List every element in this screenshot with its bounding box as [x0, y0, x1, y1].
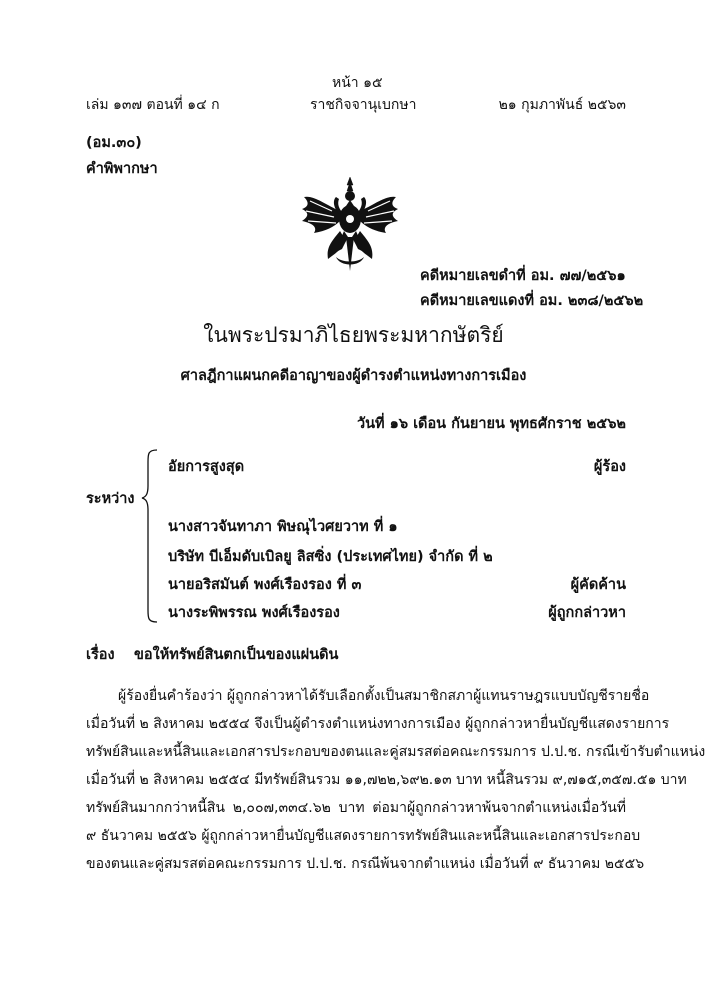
body-line-5: ทรัพย์สินมากกว่าหนี้สิน ๒,๐๐๗,๓๓๔.๖๒ บาท ต่อมาผู้ถูกกล่าวหาพ้นจากตำแหน่งเมื่อวันที่ — [86, 800, 626, 816]
black-case-number: คดีหมายเลขดำที่ อม. ๗๗/๒๕๖๑ — [420, 268, 626, 284]
objector-role: ผู้คัดค้าน — [570, 577, 626, 593]
garuda-emblem-icon — [296, 175, 404, 273]
parties-brace — [140, 448, 160, 624]
court-name: ศาลฎีกาแผนกคดีอาญาของผู้ดำรงตำแหน่งทางการเมือง — [180, 368, 527, 384]
body-line-2: เมื่อวันที่ ๒ สิงหาคม ๒๕๕๔ จึงเป็นผู้ดำรงตำแหน่งทางการเมือง ผู้ถูกกล่าวหายื่นบัญชีแสดงรายการ — [86, 716, 670, 732]
between-label: ระหว่าง — [86, 491, 135, 507]
subject-label: เรื่อง — [86, 647, 115, 663]
petitioner-name: อัยการสูงสุด — [168, 459, 245, 475]
body-line-1: ผู้ร้องยื่นคำร้องว่า ผู้ถูกกล่าวหาได้รับเลือกตั้งเป็นสมาชิกสภาผู้แทนราษฎรแบบบัญชีรายชื่อ — [118, 688, 650, 704]
red-case-number: คดีหมายเลขแดงที่ อม. ๒๓๘/๒๕๖๒ — [420, 293, 644, 309]
subject-text: ขอให้ทรัพย์สินตกเป็นของแผ่นดิน — [134, 647, 339, 663]
gazette-volume: เล่ม ๑๓๗ ตอนที่ ๑๔ ก — [86, 97, 220, 113]
body-line-3: ทรัพย์สินและหนี้สินและเอกสารประกอบของตนและคู่สมรสต่อคณะกรรมการ ป.ป.ช. กรณีเข้ารับตำแหน่ง — [86, 744, 706, 760]
form-code: (อม.๓๐) — [86, 135, 142, 151]
objector-2: บริษัท บีเอ็มดับเบิลยู ลิสซิ่ง (ประเทศไทย) จำกัด ที่ ๒ — [168, 549, 493, 565]
body-line-4: เมื่อวันที่ ๒ สิงหาคม ๒๕๕๔ มีทรัพย์สินรวม ๑๑,๗๒๒,๖๙๒.๑๓ บาท หนี้สินรวม ๙,๗๑๕,๓๕๗.๕๑ บาท — [86, 772, 687, 788]
document-type: คำพิพากษา — [86, 161, 158, 177]
objector-3: นายอริสมันต์ พงศ์เรืองรอง ที่ ๓ — [168, 577, 362, 593]
petitioner-role: ผู้ร้อง — [593, 459, 626, 475]
accused-name: นางระพิพรรณ พงศ์เรืองรอง — [168, 605, 340, 621]
objector-1: นางสาวจันทาภา พิษณุไวศยวาท ที่ ๑ — [168, 519, 398, 535]
royal-title: ในพระปรมาภิไธยพระมหากษัตริย์ — [203, 323, 504, 347]
gazette-date: ๒๑ กุมภาพันธ์ ๒๕๖๓ — [498, 97, 626, 113]
gazette-name: ราชกิจจานุเบกษา — [310, 97, 417, 113]
decision-date: วันที่ ๑๖ เดือน กันยายน พุทธศักราช ๒๕๖๒ — [356, 416, 626, 432]
page-number: หน้า ๑๕ — [332, 75, 383, 91]
accused-role: ผู้ถูกกล่าวหา — [548, 605, 626, 621]
body-line-7: ของตนและคู่สมรสต่อคณะกรรมการ ป.ป.ช. กรณีพ้นจากตำแหน่ง เมื่อวันที่ ๙ ธันวาคม ๒๕๕๖ — [86, 856, 645, 872]
body-line-6: ๙ ธันวาคม ๒๕๕๖ ผู้ถูกกล่าวหายื่นบัญชีแสดงรายการทรัพย์สินและหนี้สินและเอกสารประกอบ — [86, 828, 641, 844]
